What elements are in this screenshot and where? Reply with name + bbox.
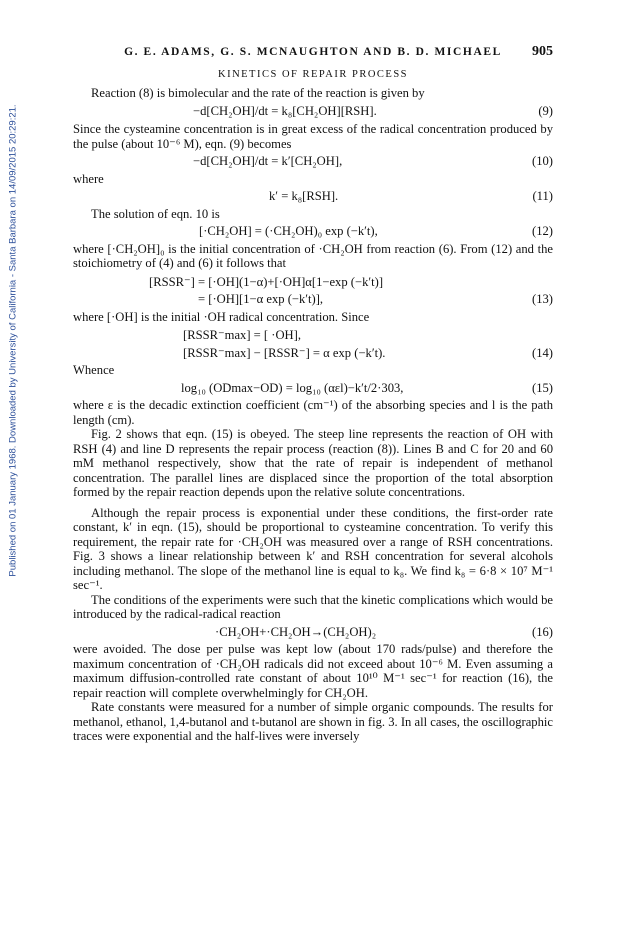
equation-expression: [RSSR⁻max] − [RSSR⁻] = α exp (−k′t). (183, 345, 386, 360)
section-heading: KINETICS OF REPAIR PROCESS (217, 69, 409, 80)
paragraph: Fig. 2 shows that eqn. (15) is obeyed. The steep line represents the reaction of OH with RSH (4) and line D represents the repair process (reaction (8)). Lines B and C for 20 and 60 mM methanol respectively, show that the rate of repair is independent of methanol concentration. The parallel lines are displaced since the proportion of the total absorption formed by the repair reaction depends upon the relative solute concentrations. (73, 427, 553, 499)
paragraph: Reaction (8) is bimolecular and the rate of the reaction is given by (91, 86, 425, 100)
download-watermark-text: Published on 01 January 1968. Downloaded by University of California - Santa Barbara on 14/09/2015 20:29:21. (7, 103, 19, 577)
equation-expression: −d[CH₂OH]/dt = k′[CH₂OH], (193, 154, 343, 168)
paragraph: Since the cysteamine concentration is in great excess of the radical concentration produced by the pulse (about 10⁻⁶ M), eqn. (9) becomes (73, 122, 553, 151)
equation-number: (10) (532, 154, 553, 168)
paragraph: Rate constants were measured for a number of simple organic compounds. The results for methanol, ethanol, 1,4-butanol and t-butanol are shown in fig. 3. In all cases, the oscillographic traces were exponential and the half-lives were inversely (73, 700, 553, 743)
equation-12 (73, 224, 553, 239)
paragraph: Whence (73, 363, 115, 377)
equation-number: (16) (532, 624, 553, 639)
equation-expression: ·CH₂OH+·CH₂OH→(CH₂OH)₂ (215, 624, 377, 639)
paragraph: The solution of eqn. 10 is (91, 206, 220, 221)
equation-number: (12) (532, 224, 553, 238)
header-authors: G. E. ADAMS, G. S. MCNAUGHTON AND B. D. MICHAEL (124, 46, 502, 58)
paragraph: where (73, 171, 104, 186)
equation-14 (73, 328, 553, 343)
equation-expression: [·CH₂OH] = (·CH₂OH)₀ exp (−k′t), (199, 224, 378, 238)
equation-expression: log₁₀ (ODmax−OD) = log₁₀ (αεl)−k′t/2·303, (181, 380, 404, 395)
equation-16 (73, 625, 553, 640)
paragraph: Although the repair process is exponential under these conditions, the first-order rate constant, k′ in eqn. (15), should be proportional to cysteamine concentration. To verify this requirement, the repair rate for ·CH₂OH was measured over a range of RSH concentrations. Fig. 3 shows a linear relationship between k′ and RSH concentration for several alcohols including methanol. The slope of the methanol line is equal to k₈. We find k₈ = 6·8 × 10⁷ M⁻¹ sec⁻¹. (73, 505, 553, 592)
paragraph: where [·OH] is the initial ·OH radical concentration. Since (73, 309, 370, 324)
equation-13 (73, 275, 553, 290)
equation-number: (11) (532, 189, 553, 203)
equation-expression: −d[CH₂OH]/dt = k₈[CH₂OH][RSH]. (193, 103, 377, 118)
page-number: 905 (532, 44, 553, 59)
page (73, 44, 553, 744)
equation-number: (14) (532, 345, 553, 360)
paragraph: The conditions of the experiments were such that the kinetic complications which would be introduced by the radical-radical reaction (73, 592, 553, 621)
paragraph: were avoided. The dose per pulse was kept low (about 170 rads/pulse) and therefore the maximum concentration of ·CH₂OH radicals did not exceed about 10⁻⁶ M. Even assuming a maximum diffusion-controlled rate constant of about 10¹⁰ M⁻¹ sec⁻¹ for reaction (16), the repair reaction will complete overwhelmingly for CH₂OH. (73, 642, 553, 700)
equation-expression: [RSSR⁻] = [·OH](1−α)+[·OH]α[1−exp (−k′t)] (149, 274, 384, 289)
download-watermark (4, 80, 22, 600)
paragraph: where ε is the decadic extinction coefficient (cm⁻¹) of the absorbing species and l is the path length (cm). (73, 398, 553, 427)
equation-15 (73, 381, 553, 396)
equation-13-continued (73, 292, 553, 307)
equation-11 (73, 189, 553, 204)
equation-number: (15) (532, 380, 553, 395)
equation-14-continued (73, 346, 553, 361)
equation-expression: = [·OH][1−α exp (−k′t)], (198, 292, 324, 306)
paragraph: where [·CH₂OH]₀ is the initial concentration of ·CH₂OH from reaction (6). From (12) and the stoichiometry of (4) and (6) it follows that (73, 241, 553, 270)
equation-expression: k′ = k₈[RSH]. (269, 189, 339, 203)
equation-expression: [RSSR⁻max] = [ ·OH], (183, 328, 301, 342)
equation-number: (9) (538, 103, 553, 118)
equation-10 (73, 154, 553, 169)
running-header (73, 44, 553, 64)
equation-9 (73, 104, 553, 119)
equation-number: (13) (532, 292, 553, 306)
